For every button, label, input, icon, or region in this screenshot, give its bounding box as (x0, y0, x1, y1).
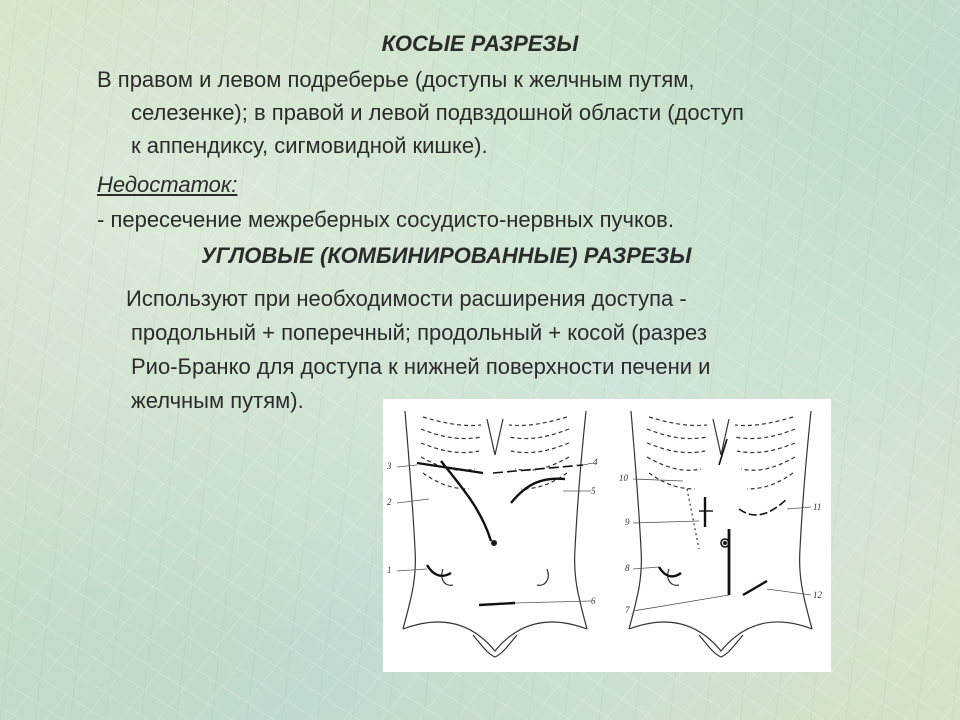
paragraph-line: к аппендиксу, сигмовидной кишке). (131, 133, 488, 158)
figure-label: 8 (625, 563, 630, 573)
left-incisions (417, 461, 583, 605)
figure-label: 3 (387, 461, 392, 471)
figure-label: 11 (813, 502, 822, 512)
figure-label: 6 (591, 596, 596, 606)
paragraph-line: Рио-Бранко для доступа к нижней поверхности печени и (131, 354, 711, 379)
incision-illustration (383, 399, 831, 672)
right-torso-outline (629, 411, 812, 657)
left-torso-outline (403, 411, 587, 657)
figure-label: 9 (625, 517, 630, 527)
torso-diagrams (383, 399, 831, 672)
figure-label: 4 (593, 457, 598, 467)
paragraph-line: желчным путям). (131, 388, 304, 413)
paragraph-line: продольный + поперечный; продольный + косой (разрез (131, 320, 707, 345)
figure-label: 7 (625, 605, 630, 615)
heading-oblique-incisions: КОСЫЕ РАЗРЕЗЫ (381, 31, 579, 56)
paragraph-line: Используют при необходимости расширения доступа - (126, 286, 687, 311)
paragraph-line: В правом и левом подреберье (доступы к желчным путям, (97, 67, 695, 92)
figure-label: 12 (813, 590, 822, 600)
heading-angular-incisions: УГЛОВЫЕ (КОМБИНИРОВАННЫЕ) РАЗРЕЗЫ (201, 243, 692, 268)
paragraph-line: селезенке); в правой и левой подвздошной области (доступ (131, 100, 744, 125)
right-incisions (659, 439, 787, 595)
figure-label: 1 (387, 565, 392, 575)
drawback-label: Недостаток: (97, 172, 238, 197)
figure-label: 2 (387, 497, 392, 507)
figure-label: 10 (619, 473, 628, 483)
figure-label: 5 (591, 486, 596, 496)
drawback-text: - пересечение межреберных сосудисто-нервных пучков. (97, 207, 674, 232)
